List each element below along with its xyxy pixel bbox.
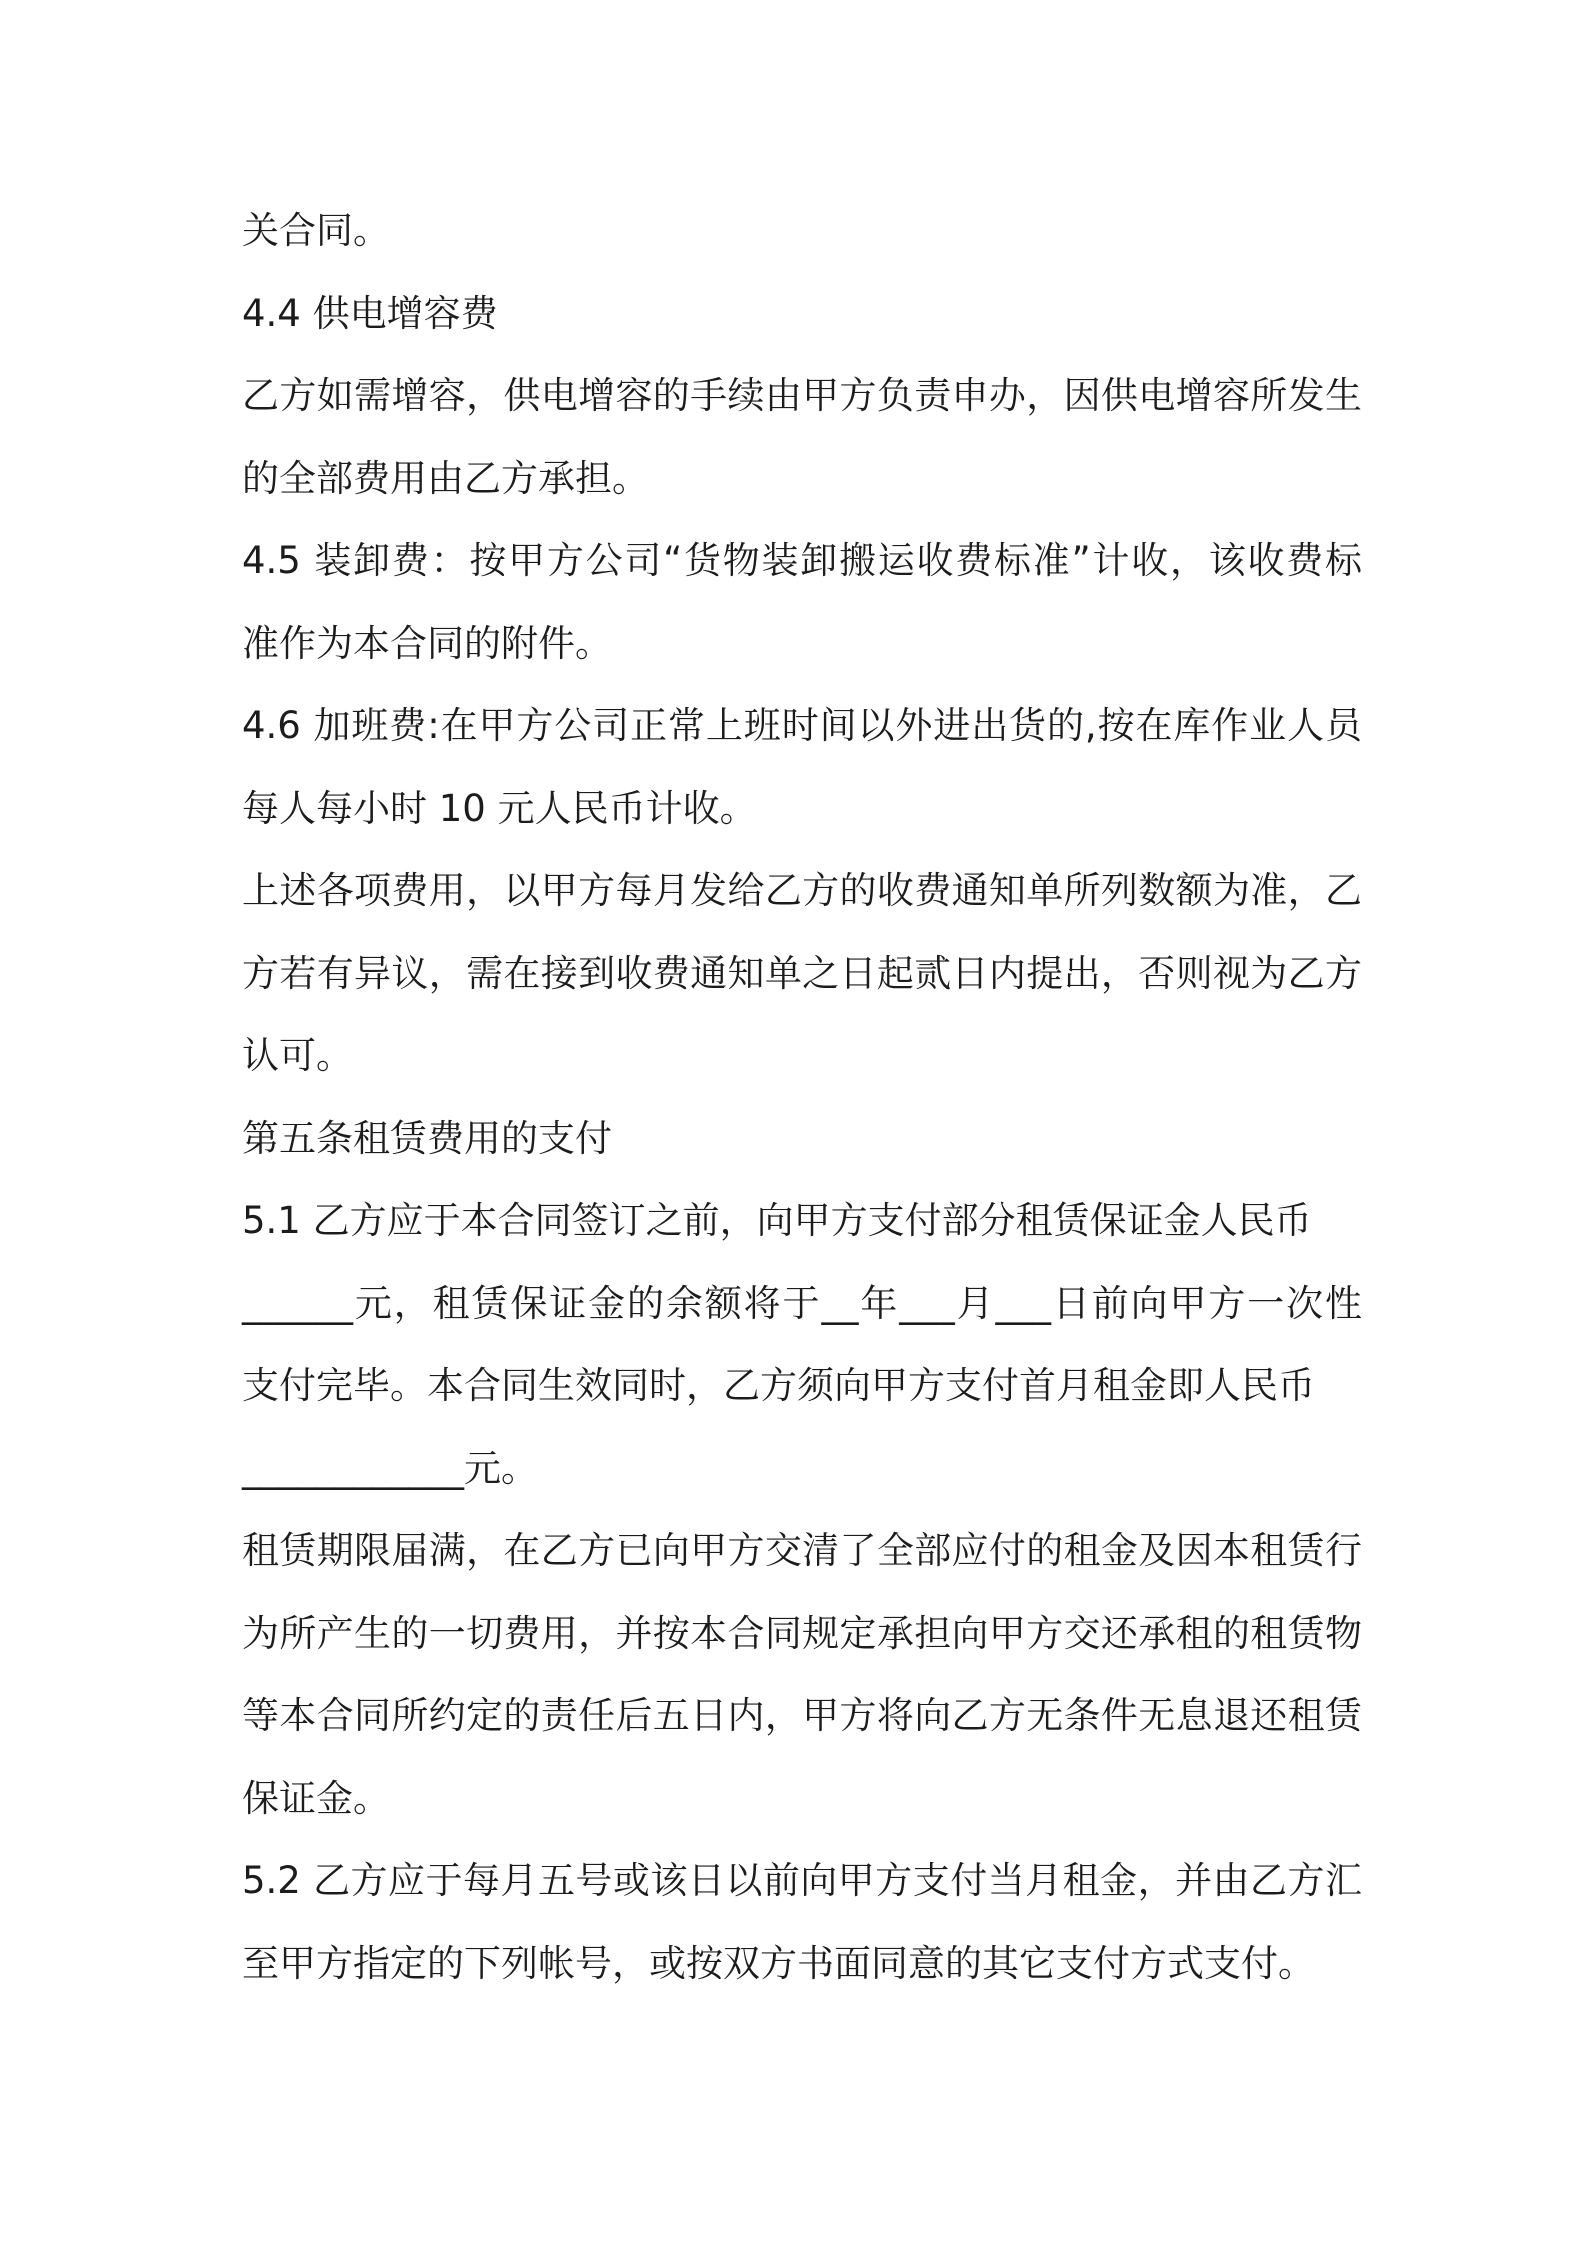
- text-line: 租赁期限届满，在乙方已向甲方交清了全部应付的租金及因本租赁行: [242, 1529, 1362, 1572]
- text-line: 准作为本合同的附件。: [242, 621, 612, 665]
- text-line: 乙方如需增容，供电增容的手续由甲方负责申办，因供电增容所发生: [242, 374, 1362, 417]
- text-line: 认可。: [242, 1034, 353, 1077]
- text-line: ____________元。: [242, 1446, 538, 1490]
- text-line: 上述各项费用，以甲方每月发给乙方的收费通知单所列数额为准，乙: [242, 869, 1362, 912]
- text-line: 4.5 装卸费：按甲方公司“货物装卸搬运收费标准”计收，该收费标: [242, 539, 1362, 582]
- text-line: 方若有异议，需在接到收费通知单之日起贰日内提出，否则视为乙方: [242, 951, 1362, 995]
- text-line: 5.1 乙方应于本合同签订之前，向甲方支付部分租赁保证金人民币: [242, 1199, 1312, 1242]
- section-heading: 4.4 供电增容费: [242, 291, 498, 335]
- text-line: 支付完毕。本合同生效同时，乙方须向甲方支付首月租金即人民币: [242, 1364, 1315, 1407]
- text-line: 的全部费用由乙方承担。: [242, 456, 649, 500]
- text-line: 关合同。: [242, 209, 390, 252]
- text-line: 保证金。: [242, 1776, 390, 1820]
- text-line: ______元，租赁保证金的余额将于__年___月___日前向甲方一次性: [242, 1281, 1362, 1325]
- document-body: [242, 190, 1362, 2005]
- text-line: 4.6 加班费:在甲方公司正常上班时间以外进出货的,按在库作业人员: [242, 704, 1362, 747]
- section-heading: 第五条租赁费用的支付: [242, 1116, 612, 1160]
- text-line: 至甲方指定的下列帐号，或按双方书面同意的其它支付方式支付。: [242, 1941, 1315, 1985]
- text-line: 为所产生的一切费用，并按本合同规定承担向甲方交还承租的租赁物: [242, 1611, 1362, 1655]
- text-line: 等本合同所约定的责任后五日内，甲方将向乙方无条件无息退还租赁: [242, 1694, 1362, 1737]
- text-line: 每人每小时 10 元人民币计收。: [242, 786, 757, 830]
- text-line: 5.2 乙方应于每月五号或该日以前向甲方支付当月租金，并由乙方汇: [242, 1859, 1362, 1902]
